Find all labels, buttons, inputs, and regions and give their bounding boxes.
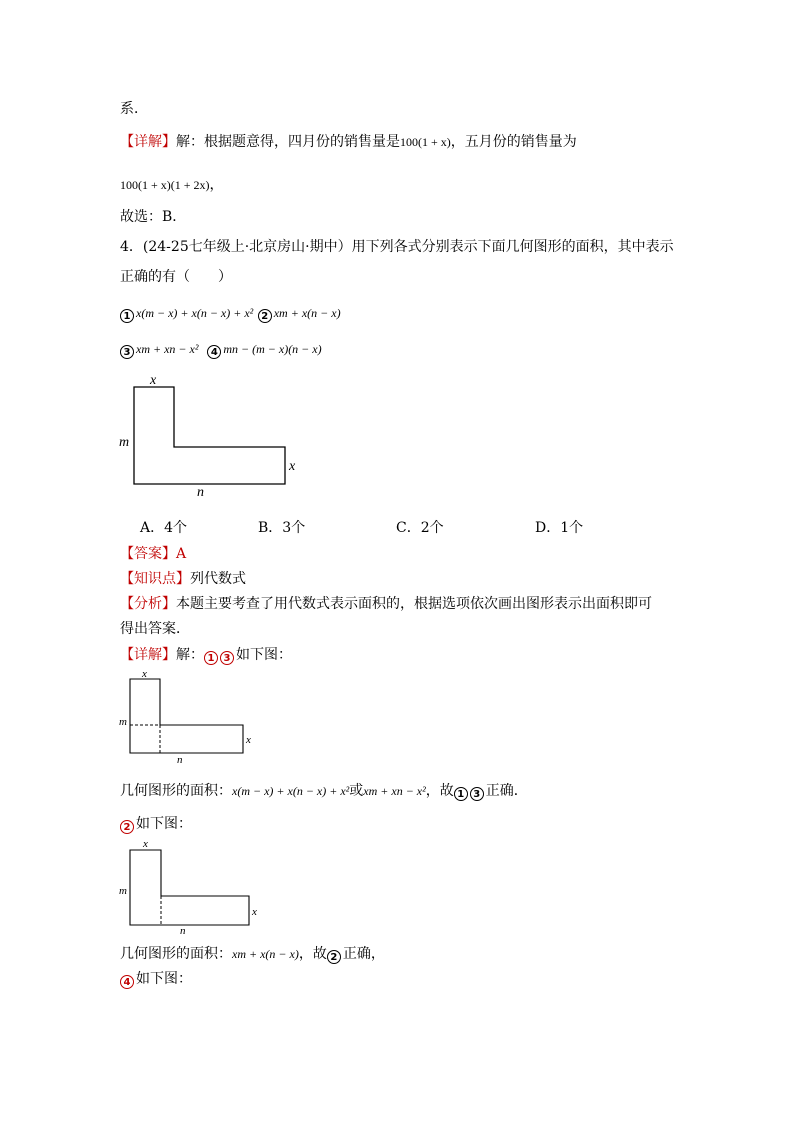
label-m: m — [119, 435, 130, 450]
detail-end: ， — [209, 177, 224, 193]
label-x-top: x — [150, 373, 157, 388]
item-expr: xm + xn − x² — [136, 342, 199, 356]
label-x-top: x — [143, 838, 148, 850]
option-d: D．1个 — [535, 520, 584, 536]
area13-expr-a: x(m − x) + x(n − x) + x² — [232, 784, 350, 798]
question-line1: 4．(24-25七年级上·北京房山·期中）用下列各式分别表示下面几何图形的面积，其中表示 — [120, 239, 674, 255]
circled-number: 1 — [204, 651, 218, 665]
area13-end1: ，故 — [425, 783, 454, 799]
analysis-text1: 本题主要考查了用代数式表示面积的，根据选项依次画出图形表示出面积即可 — [176, 596, 652, 612]
answer-tag: 【答案】 — [120, 546, 176, 562]
solution-detail-intro: 解： — [176, 647, 204, 663]
area13-expr-b: xm + xn − x² — [363, 784, 426, 798]
option-b: B．3个 — [258, 520, 306, 536]
prev-text-line — [120, 100, 148, 118]
solution-detail-tag: 【详解】 — [120, 647, 176, 663]
prev-detail-line2 — [120, 176, 224, 194]
label-x-right: x — [246, 734, 251, 746]
part4-intro — [120, 970, 192, 989]
part2-intro-text: 如下图： — [136, 816, 192, 832]
figure-2 — [114, 836, 264, 936]
part4-intro-text: 如下图： — [136, 971, 192, 987]
l-shape-figure — [114, 370, 314, 500]
answer-line — [120, 545, 186, 563]
circled-number: 4 — [120, 975, 134, 989]
prev-detail-line — [120, 133, 577, 151]
question-line2: 正确的有（ ） — [120, 269, 232, 285]
option-c: C．2个 — [396, 520, 444, 536]
question-items-row1 — [120, 304, 341, 323]
label-x-right: x — [252, 906, 257, 918]
question-stem-1 — [120, 238, 674, 256]
prev-choice — [120, 208, 186, 226]
label-x-top: x — [142, 668, 147, 680]
circled-number: 2 — [120, 820, 134, 834]
area-label: 几何图形的面积： — [120, 946, 232, 962]
question-items-row2 — [120, 340, 322, 359]
label-m: m — [119, 885, 127, 897]
detail-tag: 【详解】 — [120, 134, 176, 150]
solution-detail-line — [120, 646, 292, 665]
detail-expr1: 100(1 + x) — [400, 135, 451, 149]
item-expr: mn − (m − x)(n − x) — [223, 342, 322, 356]
item-number: 3 — [120, 345, 134, 359]
item-expr: xm + x(n − x) — [273, 306, 341, 320]
area-label: 几何图形的面积： — [120, 783, 232, 799]
question-stem-2 — [120, 268, 232, 286]
knowledge-line — [120, 570, 246, 588]
circled-number: 2 — [327, 950, 341, 964]
part2-intro — [120, 815, 192, 834]
item-number: 4 — [207, 345, 221, 359]
area13-end2: 正确． — [485, 783, 528, 799]
area-13-line — [120, 782, 528, 801]
analysis-tag: 【分析】 — [120, 596, 176, 612]
item-number: 2 — [258, 309, 272, 323]
kp-value: 列代数式 — [190, 571, 246, 587]
figure-13 — [114, 668, 264, 768]
detail-text1: 解：根据题意得，四月份的销售量是 — [176, 134, 400, 150]
detail-text2: ，五月份的销售量为 — [450, 134, 577, 150]
area-2-line — [120, 945, 385, 964]
item-number: 1 — [120, 309, 134, 323]
area2-end2: 正确， — [342, 946, 385, 962]
circled-number: 1 — [454, 787, 468, 801]
area13-or: 或 — [349, 783, 364, 799]
circled-number: 3 — [470, 787, 484, 801]
analysis-text2: 得出答案． — [120, 621, 190, 637]
label-n: n — [177, 754, 183, 766]
detail-expr2: 100(1 + x)(1 + 2x) — [120, 178, 210, 192]
solution-detail-end: 如下图： — [236, 647, 292, 663]
l-shape-outline — [134, 387, 285, 484]
circled-number: 3 — [220, 651, 234, 665]
label-m: m — [119, 716, 127, 728]
label-n: n — [197, 485, 204, 500]
prev-choice-text: 故选：B． — [120, 209, 187, 225]
figure-2-outline — [130, 850, 249, 925]
label-x-right: x — [289, 459, 296, 474]
prev-line0: 系． — [120, 101, 148, 117]
figure-13-outline — [130, 679, 243, 753]
area2-end1: ，故 — [298, 946, 327, 962]
answer-value: A — [176, 546, 187, 562]
label-n: n — [180, 925, 186, 937]
item-expr: x(m − x) + x(n − x) + x² — [136, 306, 254, 320]
option-a: A．4个 — [140, 520, 188, 536]
analysis-line2 — [120, 620, 190, 638]
analysis-line1 — [120, 595, 652, 613]
kp-tag: 【知识点】 — [120, 571, 190, 587]
area2-expr: xm + x(n − x) — [232, 947, 299, 961]
